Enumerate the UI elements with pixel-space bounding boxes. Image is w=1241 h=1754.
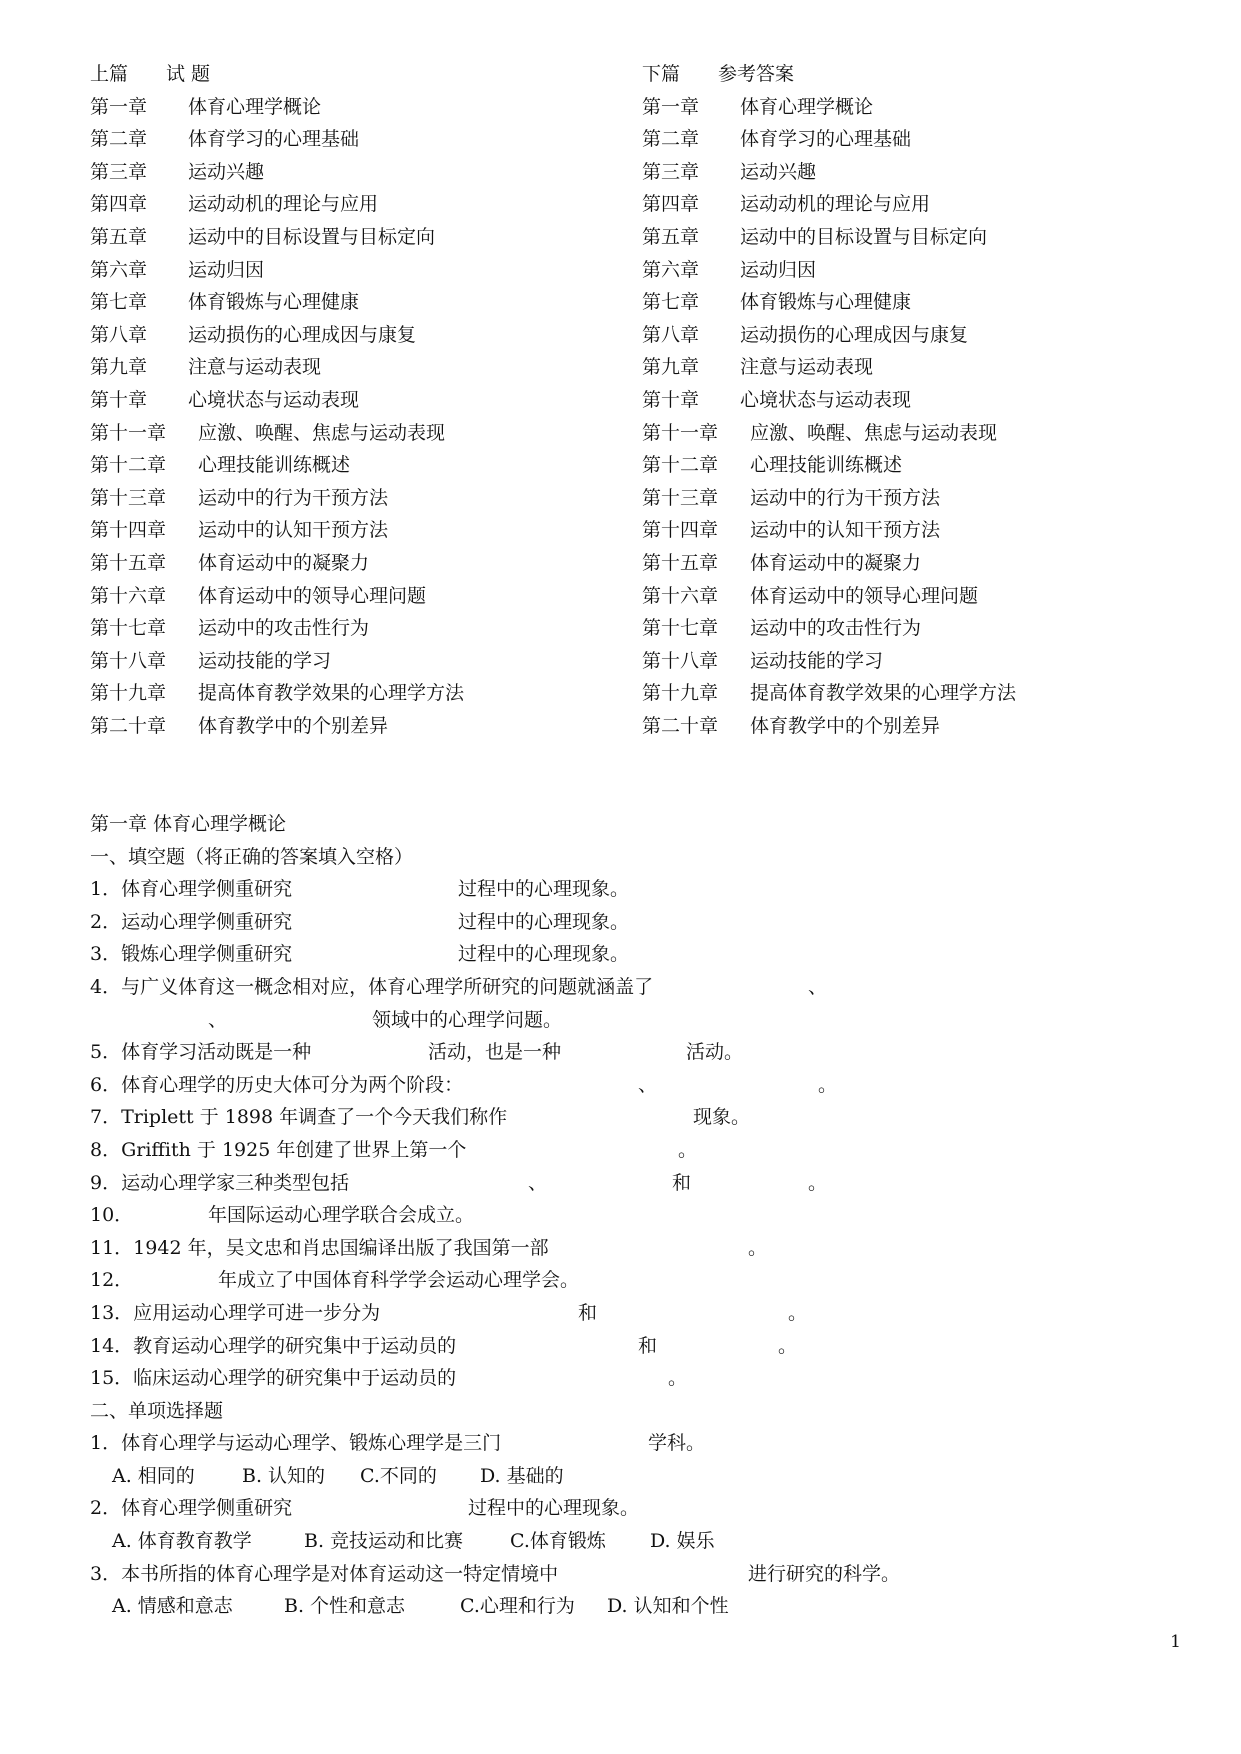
toc-chapter-number: 第三章 — [90, 160, 148, 183]
toc-item — [642, 123, 1016, 156]
toc-chapter-number: 第十五章 — [642, 551, 719, 574]
toc-answers — [642, 58, 1016, 742]
toc-chapter-number: 第九章 — [642, 356, 700, 379]
toc-item — [90, 449, 464, 482]
toc-item — [642, 547, 1016, 580]
toc-chapter-number: 第二章 — [90, 128, 148, 151]
toc-chapter-number: 第二十章 — [642, 714, 719, 737]
toc-chapter-title: 运动损伤的心理成因与康复 — [740, 323, 969, 346]
toc-chapter-number: 第八章 — [90, 323, 148, 346]
toc-item — [90, 254, 464, 287]
toc-item — [90, 91, 464, 124]
toc-chapter-number: 第十七章 — [90, 617, 167, 640]
toc-chapter-title: 运动中的认知干预方法 — [750, 519, 941, 542]
choice-question: 1．体育心理学与运动心理学、锻炼心理学是三门 学科。 — [90, 1432, 706, 1455]
toc-chapter-title: 运动中的目标设置与目标定向 — [740, 225, 988, 248]
toc-chapter-title: 运动中的目标设置与目标定向 — [188, 225, 436, 248]
toc-chapter-title: 提高体育教学效果的心理学方法 — [750, 682, 1017, 705]
chapter-title: 第一章 体育心理学概论 — [90, 813, 287, 835]
toc-item — [90, 286, 464, 319]
question-row: 6．体育心理学的历史大体可分为两个阶段： 、 。 — [90, 1073, 838, 1096]
choice-question: 2．体育心理学侧重研究 过程中的心理现象。 — [90, 1497, 640, 1520]
toc-chapter-number: 第十六章 — [642, 584, 719, 607]
question-row: 3．锻炼心理学侧重研究 过程中的心理现象。 — [90, 943, 630, 966]
toc-chapter-number: 第十八章 — [642, 649, 719, 672]
toc-chapter-title: 注意与运动表现 — [188, 356, 322, 379]
toc-item — [90, 677, 464, 710]
toc-chapter-title: 心理技能训练概述 — [750, 454, 903, 477]
toc-item — [90, 188, 464, 221]
question-row: 11．1942 年，吴文忠和肖忠国编译出版了我国第一部 。 — [90, 1236, 768, 1259]
toc-item — [90, 417, 464, 450]
toc-item — [90, 482, 464, 515]
toc-chapter-title: 体育锻炼与心理健康 — [188, 291, 360, 314]
toc-questions — [90, 58, 464, 742]
toc-item — [642, 188, 1016, 221]
toc-chapter-number: 第一章 — [642, 95, 700, 118]
toc-chapter-number: 第四章 — [642, 193, 700, 216]
toc-chapter-title: 心境状态与运动表现 — [740, 388, 912, 411]
toc-chapter-number: 第十四章 — [642, 519, 719, 542]
toc-chapter-title: 运动动机的理论与应用 — [740, 193, 931, 216]
toc-item — [90, 221, 464, 254]
toc-chapter-number: 第十五章 — [90, 551, 167, 574]
toc-chapter-number: 第十一章 — [90, 421, 167, 444]
toc-chapter-number: 第七章 — [642, 291, 700, 314]
choice-question: 3．本书所指的体育心理学是对体育运动这一特定情境中 进行研究的科学。 — [90, 1562, 901, 1585]
toc-chapter-number: 第十九章 — [642, 682, 719, 705]
toc-item — [90, 514, 464, 547]
toc-chapter-number: 第十二章 — [642, 454, 719, 477]
toc-item — [642, 221, 1016, 254]
toc-chapter-title: 注意与运动表现 — [740, 356, 874, 379]
toc-chapter-number: 第十二章 — [90, 454, 167, 477]
question-row: 10． 年国际运动心理学联合会成立。 — [90, 1204, 475, 1227]
toc-chapter-title: 体育心理学概论 — [740, 95, 874, 118]
question-row: 9．运动心理学家三种类型包括 、 和 。 — [90, 1171, 828, 1194]
toc-chapter-number: 第二章 — [642, 128, 700, 151]
toc-item — [90, 351, 464, 384]
toc-chapter-title: 应激、唤醒、焦虑与运动表现 — [750, 421, 998, 444]
toc-chapter-title: 体育教学中的个别差异 — [198, 714, 389, 737]
toc-item — [90, 156, 464, 189]
toc-item — [90, 123, 464, 156]
choice-options: A. 情感和意志 B. 个性和意志 C.心理和行为 D. 认知和个性 — [112, 1595, 729, 1618]
choice-options: A. 体育教育教学 B. 竞技运动和比赛 C.体育锻炼 D. 娱乐 — [112, 1530, 715, 1553]
question-row: 8．Griffith 于 1925 年创建了世界上第一个 。 — [90, 1138, 698, 1161]
toc-item — [90, 319, 464, 352]
toc-chapter-title: 体育学习的心理基础 — [740, 128, 912, 151]
toc-chapter-number: 第三章 — [642, 160, 700, 183]
toc-chapter-number: 第七章 — [90, 291, 148, 314]
toc-item — [642, 384, 1016, 417]
toc-item — [642, 677, 1016, 710]
toc-chapter-title: 运动兴趣 — [188, 160, 265, 183]
question-row: 2．运动心理学侧重研究 过程中的心理现象。 — [90, 910, 630, 933]
toc-item — [642, 580, 1016, 613]
page-number: 1 — [1170, 1632, 1181, 1652]
toc-chapter-title: 提高体育教学效果的心理学方法 — [198, 682, 465, 705]
toc-item — [642, 286, 1016, 319]
toc-item — [642, 156, 1016, 189]
toc-chapter-title: 运动中的认知干预方法 — [198, 519, 389, 542]
toc-chapter-number: 第十七章 — [642, 617, 719, 640]
toc-chapter-number: 第十四章 — [90, 519, 167, 542]
question-row: 14．教育运动心理学的研究集中于运动员的 和 。 — [90, 1334, 798, 1357]
toc-chapter-title: 体育学习的心理基础 — [188, 128, 360, 151]
question-row: 4．与广义体育这一概念相对应，体育心理学所研究的问题就涵盖了 、 — [90, 975, 828, 998]
toc-chapter-number: 第十九章 — [90, 682, 167, 705]
toc-chapter-title: 体育运动中的凝聚力 — [198, 551, 370, 574]
toc-chapter-title: 体育运动中的领导心理问题 — [750, 584, 979, 607]
toc-chapter-number: 第十六章 — [90, 584, 167, 607]
toc-chapter-number: 第十一章 — [642, 421, 719, 444]
toc-chapter-number: 第十八章 — [90, 649, 167, 672]
toc-chapter-title: 体育锻炼与心理健康 — [740, 291, 912, 314]
toc-item — [642, 319, 1016, 352]
toc-item — [90, 612, 464, 645]
toc-chapter-title: 运动中的攻击性行为 — [198, 617, 370, 640]
part-label: 上篇 — [90, 63, 129, 85]
toc-chapter-title: 运动归因 — [188, 258, 265, 281]
toc-chapter-number: 第八章 — [642, 323, 700, 346]
toc-chapter-number: 第六章 — [90, 258, 148, 281]
toc-chapter-number: 第四章 — [90, 193, 148, 216]
toc-header — [642, 58, 1016, 91]
toc-chapter-title: 运动技能的学习 — [750, 649, 884, 672]
toc-chapter-number: 第十三章 — [642, 486, 719, 509]
toc-header — [90, 58, 464, 91]
toc-chapter-number: 第十章 — [642, 388, 700, 411]
toc-item — [642, 710, 1016, 743]
toc-chapter-number: 第六章 — [642, 258, 700, 281]
toc-item — [642, 254, 1016, 287]
question-row: 、 领域中的心理学问题。 — [208, 1008, 563, 1031]
toc-chapter-title: 体育教学中的个别差异 — [750, 714, 941, 737]
choice-options: A. 相同的 B. 认知的 C.不同的 D. 基础的 — [112, 1464, 564, 1487]
toc-item — [90, 580, 464, 613]
question-row: 7．Triplett 于 1898 年调查了一个今天我们称作 现象。 — [90, 1106, 751, 1129]
toc-chapter-title: 运动归因 — [740, 258, 817, 281]
toc-item — [90, 384, 464, 417]
toc-chapter-title: 运动技能的学习 — [198, 649, 332, 672]
toc-chapter-number: 第一章 — [90, 95, 148, 118]
question-row: 1．体育心理学侧重研究 过程中的心理现象。 — [90, 878, 630, 901]
toc-item — [642, 417, 1016, 450]
toc-chapter-title: 运动兴趣 — [740, 160, 817, 183]
toc-chapter-title: 运动动机的理论与应用 — [188, 193, 379, 216]
question-row: 15．临床运动心理学的研究集中于运动员的 。 — [90, 1367, 688, 1390]
part-label: 下篇 — [642, 63, 681, 85]
toc-chapter-title: 应激、唤醒、焦虑与运动表现 — [198, 421, 446, 444]
toc-item — [90, 645, 464, 678]
section-heading: 二、单项选择题 — [90, 1399, 224, 1422]
toc-item — [90, 710, 464, 743]
toc-chapter-title: 运动损伤的心理成因与康复 — [188, 323, 417, 346]
toc-item — [642, 514, 1016, 547]
toc-chapter-title: 运动中的攻击性行为 — [750, 617, 922, 640]
toc-chapter-title: 运动中的行为干预方法 — [198, 486, 389, 509]
toc-chapter-number: 第五章 — [642, 225, 700, 248]
toc-chapter-title: 心境状态与运动表现 — [188, 388, 360, 411]
toc-item — [642, 351, 1016, 384]
toc-chapter-number: 第五章 — [90, 225, 148, 248]
toc-chapter-title: 体育运动中的凝聚力 — [750, 551, 922, 574]
question-row: 12． 年成立了中国体育科学学会运动心理学会。 — [90, 1269, 580, 1292]
section-heading: 一、填空题（将正确的答案填入空格） — [90, 845, 414, 868]
toc-chapter-number: 第十三章 — [90, 486, 167, 509]
toc-chapter-title: 体育运动中的领导心理问题 — [198, 584, 427, 607]
part-title: 参考答案 — [718, 63, 795, 85]
toc-item — [642, 449, 1016, 482]
toc-chapter-number: 第十章 — [90, 388, 148, 411]
toc-item — [642, 482, 1016, 515]
toc-chapter-title: 体育心理学概论 — [188, 95, 322, 118]
part-title: 试 题 — [166, 63, 211, 85]
toc-chapter-number: 第二十章 — [90, 714, 167, 737]
toc-item — [642, 612, 1016, 645]
toc-item — [90, 547, 464, 580]
chapter-one-exercises — [90, 808, 1150, 1623]
toc-item — [642, 91, 1016, 124]
question-row: 13．应用运动心理学可进一步分为 和 。 — [90, 1301, 808, 1324]
toc-chapter-number: 第九章 — [90, 356, 148, 379]
toc-chapter-title: 运动中的行为干预方法 — [750, 486, 941, 509]
toc-chapter-title: 心理技能训练概述 — [198, 454, 351, 477]
toc-item — [642, 645, 1016, 678]
question-row: 5．体育学习活动既是一种 活动，也是一种 活动。 — [90, 1041, 744, 1064]
